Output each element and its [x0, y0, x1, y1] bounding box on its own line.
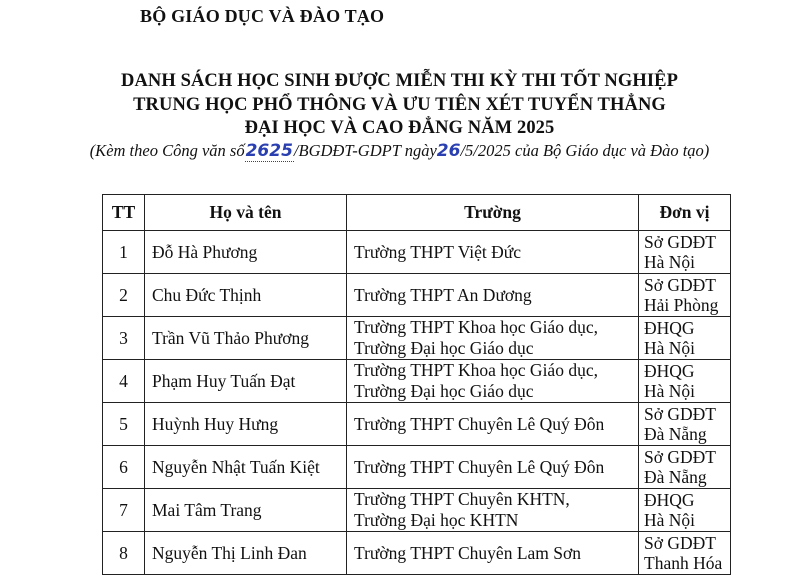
table-row [103, 403, 731, 446]
handwritten-doc-number: 2625 [245, 141, 293, 161]
row-student-name: Nguyễn Nhật Tuấn Kiệt [145, 446, 347, 489]
row-tt: 3 [103, 317, 145, 360]
row-school-line-1: Trường THPT Chuyên Lê Quý Đôn [354, 456, 605, 477]
row-unit-line-1: Sở GDĐT [644, 404, 716, 424]
row-student-name: Trần Vũ Thảo Phương [145, 317, 347, 360]
row-school [347, 317, 639, 360]
row-unit [639, 317, 731, 360]
table-row [103, 274, 731, 317]
header-school: Trường [347, 195, 639, 231]
row-unit-line-2: Hà Nội [644, 252, 696, 272]
row-school [347, 532, 639, 575]
row-school-line-1: Trường THPT Chuyên Lê Quý Đôn [354, 413, 605, 434]
student-list-table [102, 194, 731, 575]
row-unit-line-1: ĐHQG [644, 490, 695, 510]
row-unit [639, 403, 731, 446]
row-school-line-2: Trường Đại học Giáo dục [354, 381, 534, 401]
subtitle-mid: /BGDĐT-GDPT ngày [293, 141, 437, 160]
header-tt: TT [103, 195, 145, 231]
row-unit-line-2: Hà Nội [644, 510, 696, 530]
table-row [103, 360, 731, 403]
header-name: Họ và tên [145, 195, 347, 231]
table-row [103, 446, 731, 489]
table-row [103, 231, 731, 274]
row-unit-line-1: Sở GDĐT [644, 232, 716, 252]
row-unit-line-1: Sở GDĐT [644, 275, 716, 295]
row-school-line-1: Trường THPT Chuyên KHTN, [354, 489, 570, 509]
row-unit-line-2: Hải Phòng [644, 295, 719, 315]
row-school-line-1: Trường THPT Khoa học Giáo dục, [354, 360, 598, 380]
row-school [347, 274, 639, 317]
header-unit: Đơn vị [639, 195, 731, 231]
row-tt: 1 [103, 231, 145, 274]
row-school [347, 446, 639, 489]
row-school [347, 489, 639, 532]
subtitle-suffix: /5/2025 của Bộ Giáo dục và Đào tạo) [460, 141, 710, 160]
document-title-line-1: DANH SÁCH HỌC SINH ĐƯỢC MIỄN THI KỲ THI TỐT NGHIỆP [120, 71, 678, 91]
row-school-line-1: Trường THPT Chuyên Lam Sơn [354, 542, 582, 563]
row-unit [639, 532, 731, 575]
subtitle-prefix: (Kèm theo Công văn số [89, 141, 245, 160]
table-row [103, 532, 731, 575]
row-student-name: Đỗ Hà Phương [145, 231, 347, 274]
row-unit-line-1: Sở GDĐT [644, 533, 716, 553]
table-row [103, 317, 731, 360]
document-title-line-2: TRUNG HỌC PHỔ THÔNG VÀ ƯU TIÊN XÉT TUYỂN THẲNG [133, 95, 666, 115]
row-school [347, 403, 639, 446]
row-unit [639, 489, 731, 532]
row-school [347, 231, 639, 274]
row-school [347, 360, 639, 403]
row-unit-line-2: Hà Nội [644, 338, 696, 358]
row-unit-line-1: ĐHQG [644, 361, 695, 381]
row-unit [639, 231, 731, 274]
row-tt: 6 [103, 446, 145, 489]
row-unit [639, 274, 731, 317]
row-student-name: Nguyễn Thị Linh Đan [145, 532, 347, 575]
row-student-name: Mai Tâm Trang [145, 489, 347, 532]
row-unit-line-2: Đà Nẵng [644, 467, 707, 487]
row-unit [639, 360, 731, 403]
document-subtitle [0, 141, 799, 162]
row-school-line-1: Trường THPT Việt Đức [354, 241, 522, 262]
row-unit-line-2: Hà Nội [644, 381, 696, 401]
row-school-line-1: Trường THPT Khoa học Giáo dục, [354, 317, 598, 337]
row-tt: 2 [103, 274, 145, 317]
document-title-line-3: ĐẠI HỌC VÀ CAO ĐẲNG NĂM 2025 [244, 118, 555, 138]
row-tt: 5 [103, 403, 145, 446]
row-student-name: Phạm Huy Tuấn Đạt [145, 360, 347, 403]
table-header-row [103, 195, 731, 231]
row-unit-line-2: Thanh Hóa [644, 553, 723, 573]
row-school-line-1: Trường THPT An Dương [354, 284, 532, 305]
ministry-header: BỘ GIÁO DỤC VÀ ĐÀO TẠO [140, 6, 385, 26]
row-tt: 7 [103, 489, 145, 532]
row-tt: 8 [103, 532, 145, 575]
row-school-line-2: Trường Đại học Giáo dục [354, 338, 534, 358]
row-tt: 4 [103, 360, 145, 403]
row-unit-line-1: ĐHQG [644, 318, 695, 338]
row-unit-line-2: Đà Nẵng [644, 424, 707, 444]
row-unit-line-1: Sở GDĐT [644, 447, 716, 467]
row-student-name: Huỳnh Huy Hưng [145, 403, 347, 446]
row-student-name: Chu Đức Thịnh [145, 274, 347, 317]
row-unit [639, 446, 731, 489]
handwritten-day: 26 [436, 141, 461, 161]
table-row [103, 489, 731, 532]
row-school-line-2: Trường Đại học KHTN [354, 510, 519, 530]
